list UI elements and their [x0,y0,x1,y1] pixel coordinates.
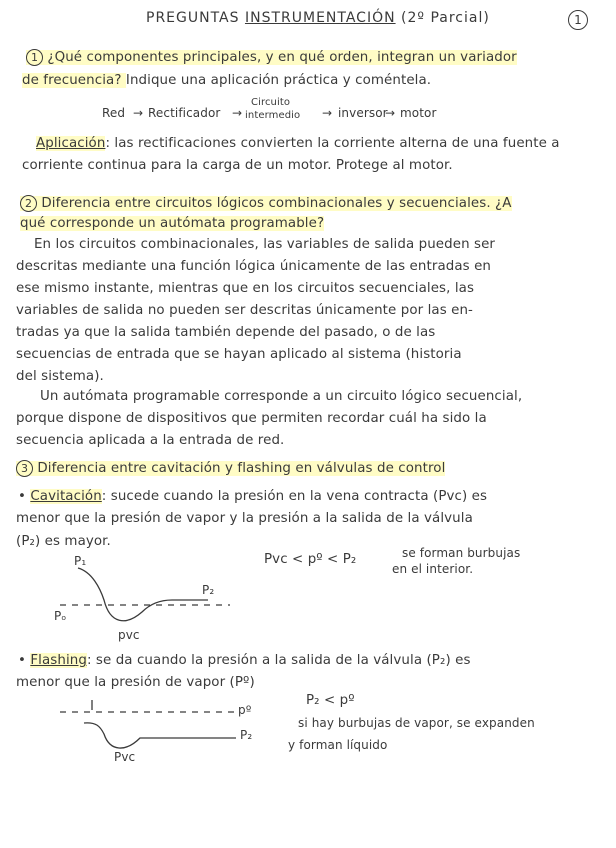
flashing-curve [60,700,236,748]
q2-p1-line: secuencias de entrada que se hayan aplicado al sistema (historia [16,347,462,362]
cav-p0-label: Pₒ [54,609,67,623]
chain-intermedio: intermedio [245,110,301,121]
q2-text-2: qué corresponde un autómata programable? [20,216,325,231]
q1-application-text-1: : las rectificaciones convierten la corriente alterna de una fuente a [105,136,560,151]
q2-p1-line: En los circuitos combinacionales, las variables de salida pueden ser [34,237,496,252]
q2-p1-line: del sistema). [16,369,104,384]
q3-cavitation-line3: (P₂) es mayor. [16,534,111,549]
fl-p0-label: pº [238,703,252,717]
q3-flashing-line1 [18,653,471,668]
title-prefix: PREGUNTAS [146,10,245,26]
chain-motor: motor [400,106,437,120]
q1-number: 1 [26,49,43,66]
q3-flashing-formula: P₂ < pº [306,693,355,708]
q3-flashing-text-1: : se da cuando la presión a la salida de la válvula (P₂) es [86,653,471,668]
q2-number: 2 [20,195,37,212]
q2-p1-line: tradas ya que la salida también depende del pasado, o de las [16,325,436,340]
q3-flashing-label: Flashing [30,653,87,668]
q3-flashing-note-1: si hay burbujas de vapor, se expanden [298,716,535,730]
q1-text-1: ¿Qué componentes principales, y en qué orden, integran un variador [47,50,517,65]
chain-circuito: Circuito [251,97,291,108]
q3-flashing-note-2: y forman líquido [288,738,388,752]
cav-p2-label: P₂ [202,583,215,597]
title-suffix: (2º Parcial) [395,10,490,26]
fl-pvc-label: Pvc [114,750,136,764]
q3-number: 3 [16,460,33,477]
q1-application-line2: corriente continua para la carga de un motor. Protege al motor. [22,158,453,173]
chain-arrow-2: → [232,106,243,120]
q1-text-2b: Indique una aplicación práctica y coméntela. [125,73,432,88]
bullet-icon: • [18,653,26,668]
q2-p2-line: Un autómata programable corresponde a un circuito lógico secuencial, [40,389,523,404]
cav-pvc-label: pvc [118,628,140,642]
q3-flashing-line2: menor que la presión de vapor (Pº) [16,675,255,690]
q3-cavitation-label: Cavitación [30,489,102,504]
q2-p2-line: secuencia aplicada a la entrada de red. [16,433,285,448]
chain-red: Red [102,106,126,120]
q3-title-d: en válvulas de control [291,461,446,476]
title-underlined: INSTRUMENTACIÓN [244,10,396,26]
q3-title-a: Diferencia entre cavitación [37,461,221,476]
q3-cavitation-note-2: en el interior. [392,562,474,576]
chain-rectificador: Rectificador [148,106,221,120]
q3-title-b: y [220,461,238,476]
fl-p2-label: P₂ [240,728,253,742]
q1-text-2a: de frecuencia? [22,73,126,88]
bullet-icon: • [18,489,26,504]
page-number: 1 [568,10,588,30]
chain-arrow-4: → [385,106,396,120]
q1-application-label: Aplicación [36,136,106,151]
q2-p1-line: ese mismo instante, mientras que en los circuitos secuenciales, las [16,281,475,296]
q3-cavitation-line2: menor que la presión de vapor y la presión a la salida de la válvula [16,511,473,526]
q3-cavitation-note-1: se forman burbujas [402,546,521,560]
q2-p2-line: porque dispone de dispositivos que permiten recordar cuál ha sido la [16,411,487,426]
q3-cavitation-text-1: : sucede cuando la presión en la vena contracta (Pvc) es [101,489,488,504]
chain-arrow-1: → [133,106,144,120]
chain-inversor: inversor [338,106,388,120]
q2-p1-line: variables de salida no pueden ser descritas únicamente por las en- [16,303,473,318]
cav-p1-label: P₁ [74,554,87,568]
q3-title-c: flashing [237,461,292,476]
q2-text-1: Diferencia entre circuitos lógicos combinacionales y secuenciales. ¿A [41,196,512,211]
q3-cavitation-formula: Pvc < pº < P₂ [264,552,357,567]
q2-p1-line: descritas mediante una función lógica únicamente de las entradas en [16,259,492,274]
chain-arrow-3: → [322,106,333,120]
